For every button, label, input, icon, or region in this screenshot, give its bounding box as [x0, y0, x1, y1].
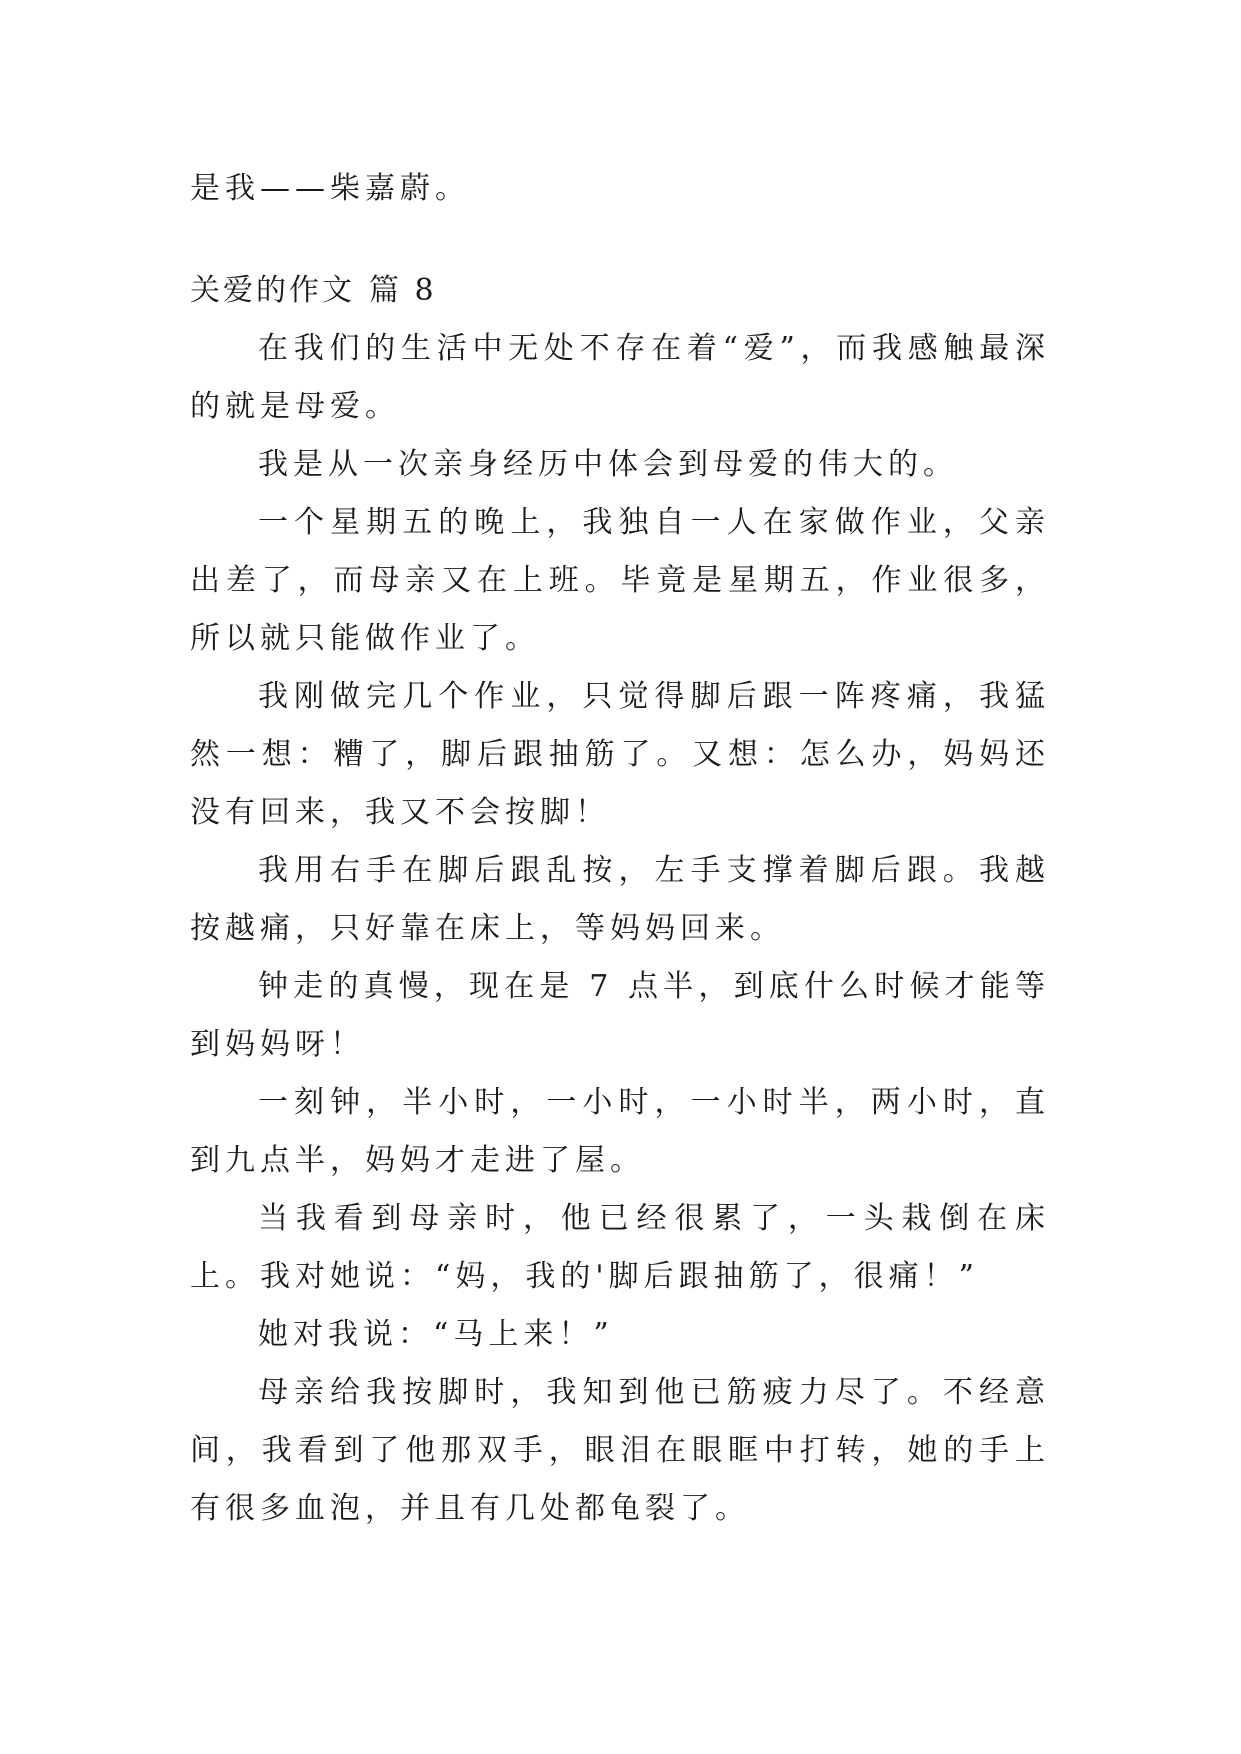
paragraph: 我是从一次亲身经历中体会到母爱的伟大的。: [258, 447, 958, 482]
paragraph: 一刻钟，半小时，一小时，一小时半，两小时，直到九点半，妈妈才走进了屋。: [190, 1085, 1050, 1178]
section-heading: [190, 262, 1050, 320]
paragraph: 我刚做完几个作业，只觉得脚后跟一阵疼痛，我猛然一想：糟了，脚后跟抽筋了。又想：怎么办，妈妈还没有回来，我又不会按脚！: [190, 679, 1050, 830]
opening-line: 是我——柴嘉蔚。: [190, 171, 470, 206]
paragraph: 当我看到母亲时，他已经很累了，一头栽倒在床上。我对她说：“妈，我的'脚后跟抽筋了，很痛！”: [190, 1201, 1050, 1294]
paragraph: 我用右手在脚后跟乱按，左手支撑着脚后跟。我越按越痛，只好靠在床上，等妈妈回来。: [190, 853, 1050, 946]
section-heading-title: 关爱的作文: [190, 273, 355, 308]
paragraph: 她对我说：“马上来！”: [258, 1317, 614, 1352]
paragraph: 母亲给我按脚时，我知到他已筋疲力尽了。不经意间，我看到了他那双手，眼泪在眼眶中打转，她的手上有很多血泡，并且有几处都龟裂了。: [190, 1375, 1050, 1526]
paragraph: 钟走的真慢，现在是 7 点半，到底什么时候才能等到妈妈呀！: [190, 969, 1050, 1062]
paragraph: 在我们的生活中无处不存在着“爱”，而我感触最深的就是母爱。: [190, 331, 1050, 424]
section-heading-number: 篇 8: [369, 273, 437, 308]
document-body: [190, 160, 1050, 1538]
paragraph: 一个星期五的晚上，我独自一人在家做作业，父亲出差了，而母亲又在上班。毕竟是星期五，作业很多，所以就只能做作业了。: [190, 505, 1050, 656]
